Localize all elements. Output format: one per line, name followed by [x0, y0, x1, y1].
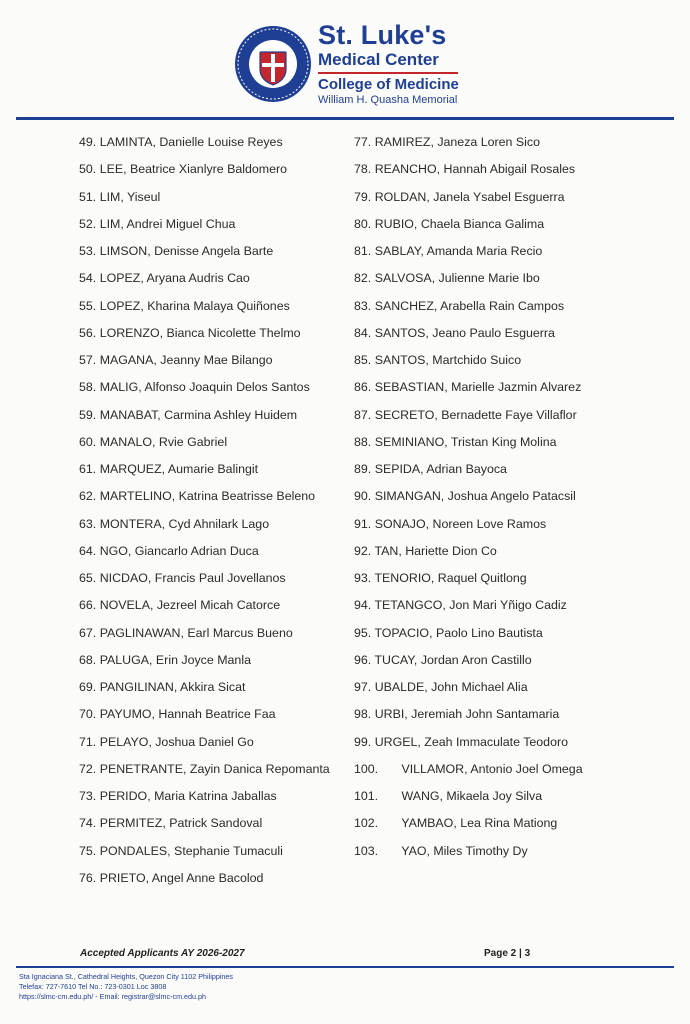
list-item-number: 103. — [354, 843, 379, 858]
list-item — [354, 376, 583, 403]
applicant-name: YAO, Miles Timothy Dy — [401, 843, 528, 858]
list-item-number: 65. — [79, 571, 97, 585]
applicant-name: YAMBAO, Lea Rina Mationg — [401, 816, 558, 831]
web-email-line: https://slmc-cm.edu.ph/ - Email: registrar@slmc-cm.edu.ph — [19, 992, 207, 1001]
list-item — [79, 131, 330, 158]
list-item-number: 97. — [354, 680, 372, 694]
applicant-name: LOPEZ, Kharina Malaya Quiñones — [99, 298, 290, 313]
list-item — [79, 295, 330, 322]
applicant-name: SECRETO, Bernadette Faye Villaflor — [374, 407, 577, 422]
applicant-name: LORENZO, Bianca Nicolette Thelmo — [99, 325, 301, 340]
list-item-number: 84. — [354, 325, 372, 340]
list-item-number: 62. — [79, 489, 97, 504]
list-item-number: 69. — [79, 680, 97, 694]
list-item — [354, 703, 583, 730]
footer-label: Accepted Applicants AY 2026-2027 — [80, 948, 245, 959]
applicant-name: MONTERA, Cyd Ahnilark Lago — [99, 516, 270, 531]
applicant-name: MARTELINO, Katrina Beatrisse Beleno — [99, 489, 316, 504]
list-item — [354, 186, 583, 213]
letterhead — [0, 0, 690, 120]
list-item — [354, 240, 583, 267]
list-item — [354, 431, 583, 458]
list-item — [354, 267, 583, 294]
footer-rule — [16, 966, 674, 968]
list-item — [354, 812, 583, 839]
list-item — [354, 840, 583, 867]
org-name: St. Luke's — [318, 20, 447, 50]
applicant-name: SONAJO, Noreen Love Ramos — [374, 516, 547, 531]
list-item — [79, 376, 330, 403]
applicant-name: MANALO, Rvie Gabriel — [99, 434, 228, 449]
list-item-number: 102. — [354, 816, 379, 831]
applicant-name: TENORIO, Raquel Quitlong — [374, 571, 527, 585]
list-item — [79, 540, 330, 567]
list-item-number: 94. — [354, 598, 372, 613]
list-item-number: 71. — [79, 734, 97, 749]
list-item-number: 80. — [354, 216, 372, 231]
list-item-number: 96. — [354, 652, 372, 667]
list-item-number: 57. — [79, 353, 97, 367]
list-item — [79, 676, 330, 703]
list-item — [354, 567, 583, 594]
list-item-number: 55. — [79, 298, 97, 313]
list-item-number: 86. — [354, 380, 372, 395]
list-item — [354, 594, 583, 621]
address-line: Sta Ignaciana St., Cathedral Heights, Quezon City 1102 Philippines — [19, 972, 234, 981]
applicant-name: TUCAY, Jordan Aron Castillo — [374, 652, 532, 667]
list-item-number: 59. — [79, 407, 97, 422]
list-item — [79, 158, 330, 185]
list-item — [79, 840, 330, 867]
applicant-name: LAMINTA, Danielle Louise Reyes — [99, 135, 283, 149]
list-item-number: 100. — [354, 761, 379, 776]
list-item — [354, 622, 583, 649]
applicant-name: SEBASTIAN, Marielle Jazmin Alvarez — [374, 380, 582, 395]
list-item-number: 49. — [79, 135, 97, 149]
applicant-name: LIMSON, Denisse Angela Barte — [99, 244, 274, 258]
list-item-number: 93. — [354, 571, 372, 585]
applicant-name: LIM, Andrei Miguel Chua — [99, 216, 236, 231]
list-item-number: 90. — [354, 489, 372, 504]
applicant-name: LIM, Yiseul — [99, 189, 161, 204]
applicant-name: REANCHO, Hannah Abigail Rosales — [374, 162, 576, 177]
applicant-name: NOVELA, Jezreel Micah Catorce — [99, 598, 281, 613]
list-item — [354, 131, 583, 158]
applicant-name: SANTOS, Jeano Paulo Esguerra — [374, 325, 555, 340]
org-subtitle: Medical Center — [318, 50, 439, 69]
list-item — [79, 513, 330, 540]
applicant-name: URBI, Jeremiah John Santamaria — [374, 707, 560, 722]
list-item — [354, 485, 583, 512]
list-item-number: 53. — [79, 244, 97, 258]
applicant-name: MARQUEZ, Aumarie Balingit — [99, 462, 259, 476]
list-item-number: 85. — [354, 353, 372, 367]
list-item — [79, 186, 330, 213]
list-item — [354, 785, 583, 812]
applicant-name: NGO, Giancarlo Adrian Duca — [99, 543, 259, 558]
list-item — [79, 731, 330, 758]
list-item-number: 101. — [354, 789, 379, 803]
list-item — [79, 649, 330, 676]
left-column — [79, 131, 330, 894]
list-item-number: 89. — [354, 462, 372, 476]
list-item-number: 83. — [354, 298, 372, 313]
applicant-name: PALUGA, Erin Joyce Manla — [99, 652, 251, 667]
applicant-name: PRIETO, Angel Anne Bacolod — [99, 870, 264, 885]
brand-block — [318, 20, 459, 107]
applicant-name: SALVOSA, Julienne Marie Ibo — [374, 271, 540, 286]
applicant-name: SANTOS, Martchido Suico — [374, 353, 522, 367]
list-item-number: 95. — [354, 625, 372, 640]
list-item-number: 91. — [354, 516, 372, 531]
applicant-name: PANGILINAN, Akkira Sicat — [99, 680, 246, 694]
applicant-name: UBALDE, John Michael Alia — [374, 680, 528, 694]
applicant-name: URGEL, Zeah Immaculate Teodoro — [374, 734, 568, 749]
applicant-name: SEMINIANO, Tristan King Molina — [374, 434, 557, 449]
applicant-name: VILLAMOR, Antonio Joel Omega — [401, 761, 583, 776]
applicant-name: MALIG, Alfonso Joaquin Delos Santos — [99, 380, 310, 395]
applicant-name: SEPIDA, Adrian Bayoca — [374, 462, 507, 476]
list-item — [79, 812, 330, 839]
list-item — [354, 513, 583, 540]
list-item-number: 67. — [79, 625, 97, 640]
school-seal-icon — [234, 25, 312, 103]
list-item-number: 88. — [354, 434, 372, 449]
list-item — [354, 158, 583, 185]
list-item — [79, 703, 330, 730]
header-rule — [16, 117, 674, 120]
applicant-name: NICDAO, Francis Paul Jovellanos — [99, 571, 286, 585]
applicant-name: PAYUMO, Hannah Beatrice Faa — [99, 707, 276, 722]
list-item-number: 72. — [79, 761, 97, 776]
list-item — [79, 431, 330, 458]
list-item — [354, 458, 583, 485]
list-item-number: 68. — [79, 652, 97, 667]
list-item-number: 78. — [354, 162, 372, 177]
right-column — [354, 131, 583, 867]
applicant-name: WANG, Mikaela Joy Silva — [401, 789, 543, 803]
applicant-name: TETANGCO, Jon Mari Yñigo Cadiz — [374, 598, 567, 613]
list-item-number: 56. — [79, 325, 97, 340]
list-item — [354, 540, 583, 567]
list-item — [79, 322, 330, 349]
applicant-name: LOPEZ, Aryana Audris Cao — [99, 271, 250, 286]
list-item — [354, 404, 583, 431]
list-item-number: 73. — [79, 789, 97, 803]
list-item-number: 81. — [354, 244, 372, 258]
brand-divider — [318, 72, 458, 74]
list-item-number: 52. — [79, 216, 97, 231]
list-item — [79, 867, 330, 894]
list-item-number: 99. — [354, 734, 372, 749]
contact-line: Telefax: 727-7610 Tel No.: 723-0301 Loc 3808 — [19, 982, 167, 991]
list-item-number: 79. — [354, 189, 372, 204]
list-item — [354, 649, 583, 676]
list-item — [79, 567, 330, 594]
applicant-name: PELAYO, Joshua Daniel Go — [99, 734, 254, 749]
applicant-name: LEE, Beatrice Xianlyre Baldomero — [99, 162, 288, 177]
list-item — [354, 349, 583, 376]
applicant-name: SIMANGAN, Joshua Angelo Patacsil — [374, 489, 576, 504]
list-item-number: 51. — [79, 189, 97, 204]
list-item — [354, 322, 583, 349]
applicant-name: PERMITEZ, Patrick Sandoval — [99, 816, 263, 831]
list-item-number: 77. — [354, 135, 372, 149]
list-item — [79, 594, 330, 621]
applicant-name: ROLDAN, Janela Ysabel Esguerra — [374, 189, 565, 204]
list-item — [79, 622, 330, 649]
list-item-number: 54. — [79, 271, 97, 286]
applicant-name: PAGLINAWAN, Earl Marcus Bueno — [99, 625, 293, 640]
list-item — [79, 758, 330, 785]
list-item-number: 50. — [79, 162, 97, 177]
list-item-number: 98. — [354, 707, 372, 722]
list-item-number: 75. — [79, 843, 97, 858]
list-item-number: 76. — [79, 870, 97, 885]
list-item-number: 63. — [79, 516, 97, 531]
applicant-name: PONDALES, Stephanie Tumaculi — [99, 843, 283, 858]
applicant-name: RAMIREZ, Janeza Loren Sico — [374, 135, 540, 149]
memorial-name: William H. Quasha Memorial — [318, 94, 458, 106]
applicant-name: MAGANA, Jeanny Mae Bilango — [99, 353, 273, 367]
list-item-number: 82. — [354, 271, 372, 286]
applicant-name: PENETRANTE, Zayin Danica Repomanta — [99, 761, 330, 776]
applicant-name: SANCHEZ, Arabella Rain Campos — [374, 298, 565, 313]
list-item — [79, 349, 330, 376]
list-item — [354, 758, 583, 785]
list-item-number: 58. — [79, 380, 97, 395]
list-item — [79, 785, 330, 812]
footer-address — [19, 972, 233, 1002]
list-item — [354, 731, 583, 758]
list-item — [354, 676, 583, 703]
list-item — [79, 240, 330, 267]
applicant-name: PERIDO, Maria Katrina Jaballas — [99, 789, 277, 803]
list-item-number: 87. — [354, 407, 372, 422]
list-item — [79, 267, 330, 294]
list-item-number: 74. — [79, 816, 97, 831]
list-item — [354, 213, 583, 240]
list-item-number: 64. — [79, 543, 97, 558]
applicant-name: TOPACIO, Paolo Lino Bautista — [374, 625, 543, 640]
applicant-name: SABLAY, Amanda Maria Recio — [374, 244, 543, 258]
list-item — [354, 295, 583, 322]
list-item — [79, 458, 330, 485]
college-name: College of Medicine — [318, 76, 459, 93]
list-item-number: 66. — [79, 598, 97, 613]
applicant-name: RUBIO, Chaela Bianca Galima — [374, 216, 545, 231]
applicant-name: MANABAT, Carmina Ashley Huidem — [99, 407, 298, 422]
page-number: Page 2 | 3 — [484, 948, 531, 959]
applicant-name: TAN, Hariette Dion Co — [374, 543, 497, 558]
list-item-number: 60. — [79, 434, 97, 449]
list-item — [79, 404, 330, 431]
list-item — [79, 485, 330, 512]
list-item-number: 70. — [79, 707, 97, 722]
list-item-number: 92. — [354, 543, 372, 558]
list-item-number: 61. — [79, 462, 97, 476]
list-item — [79, 213, 330, 240]
